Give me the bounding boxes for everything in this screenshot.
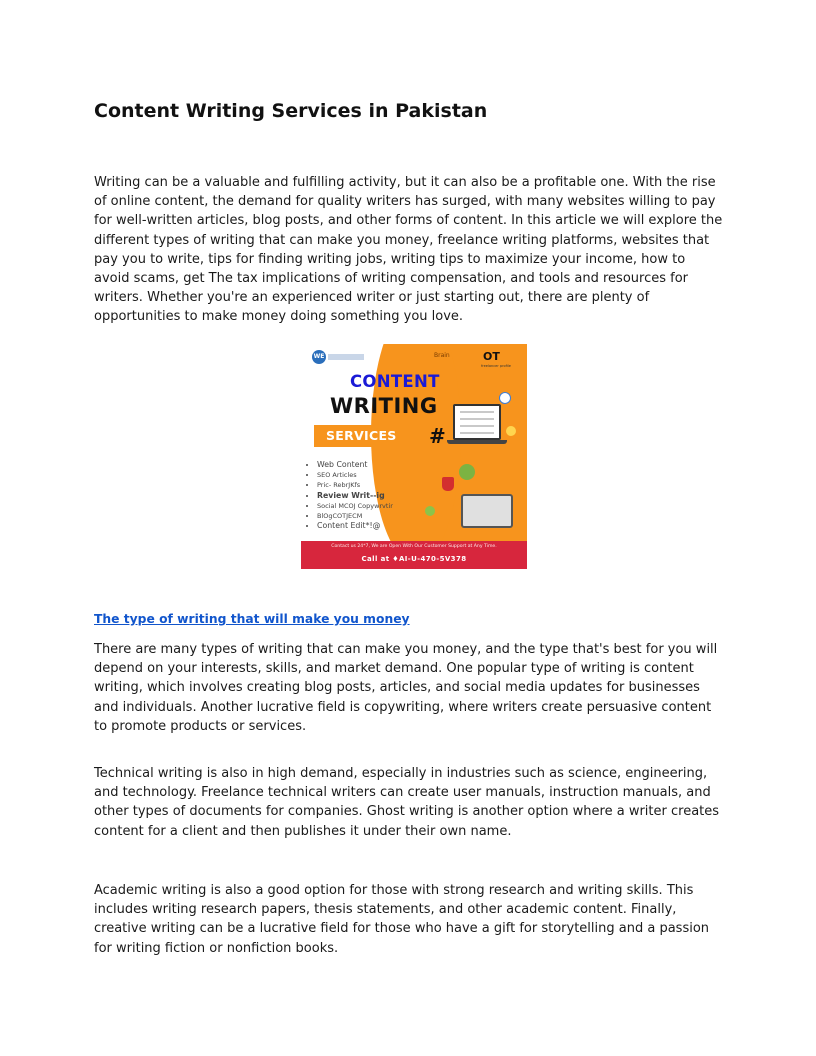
list-item: • SEO Articles: [317, 470, 393, 480]
list-item: • Social MCOJ Copywrvtir: [317, 501, 393, 511]
list-item: • Content Edit*!@: [317, 521, 393, 531]
brand-logo: [312, 350, 370, 366]
headline-services: SERVICES: [326, 428, 397, 443]
body-paragraph: Academic writing is also a good option for those with strong research and writing skills. This includes writing research papers, thesis statements, and other academic content. Finally, creative writing can be a lucrative field for those who have a gift for storytelling and a passion for writing fiction or nonfiction books.: [94, 883, 710, 956]
partner-logo: OT: [483, 350, 500, 363]
logo-wordmark: [328, 354, 364, 360]
desk-laptop-icon: [461, 494, 513, 528]
partner-logo-caption: freelancer profile: [481, 364, 511, 368]
intro-paragraph: Writing can be a valuable and fulfilling activity, but it can also be a profitable one. With the rise of online content, the demand for quality writers has surged, with many websites willing to pay for well-written articles, blog posts, and other forms of content. In this article we will explore the different types of writing that can make you money, freelance writing platforms, websites that pay you to write, tips for finding writing jobs, writing tips to maximize your income, how to avoid scams, get The tax implications of writing compensation, and tools and resources for writers. Whether you're an experienced writer or just starting out, there are plenty of opportunities to make money doing something you love.: [94, 175, 723, 325]
content-writing-services-image: [301, 344, 527, 569]
list-item: • BlOgCOTJECM: [317, 511, 393, 521]
plant-icon: [459, 464, 475, 480]
section-heading-link[interactable]: The type of writing that will make you money: [94, 612, 410, 626]
headline-writing: WRITING: [330, 394, 438, 418]
bubble-icon: [425, 506, 435, 516]
logo-mark: WE: [312, 350, 326, 364]
body-paragraph: There are many types of writing that can make you money, and the type that's best for you will depend on your interests, skills, and market demand. One popular type of writing is content writing, which involves creating blog posts, articles, and social media updates for businesses and individuals. Another lucrative field is copywriting, where writers create persuasive content to promote products or services.: [94, 642, 718, 734]
list-item: • Review Writ--ig: [317, 491, 393, 501]
list-item: • Pric- RebrJKfs: [317, 480, 393, 490]
bubble-icon: [499, 392, 511, 404]
laptop-base: [447, 440, 507, 444]
headline-content: CONTENT: [350, 372, 440, 391]
body-paragraph: Technical writing is also in high demand, especially in industries such as science, engineering, and technology. Freelance technical writers can create user manuals, instruction manuals, and other types of documents for companies. Ghost writing is another option where a writer creates content for a client and then publishes it under their own name.: [94, 766, 720, 839]
call-text: Call at ♦AI-U-470-5V378: [361, 555, 467, 563]
brain-label: Brain: [434, 352, 450, 359]
list-item: • Web Content: [317, 460, 393, 470]
bubble-icon: [506, 426, 516, 436]
services-list: [309, 460, 393, 531]
coffee-cup-icon: [442, 477, 454, 491]
hash-symbol: #: [429, 424, 446, 448]
page-title: Content Writing Services in Pakistan: [94, 100, 488, 122]
contact-text: Contact us 24*7, We are Open With Our Customer Support at Any Time.: [331, 544, 497, 549]
laptop-icon: [453, 404, 501, 440]
